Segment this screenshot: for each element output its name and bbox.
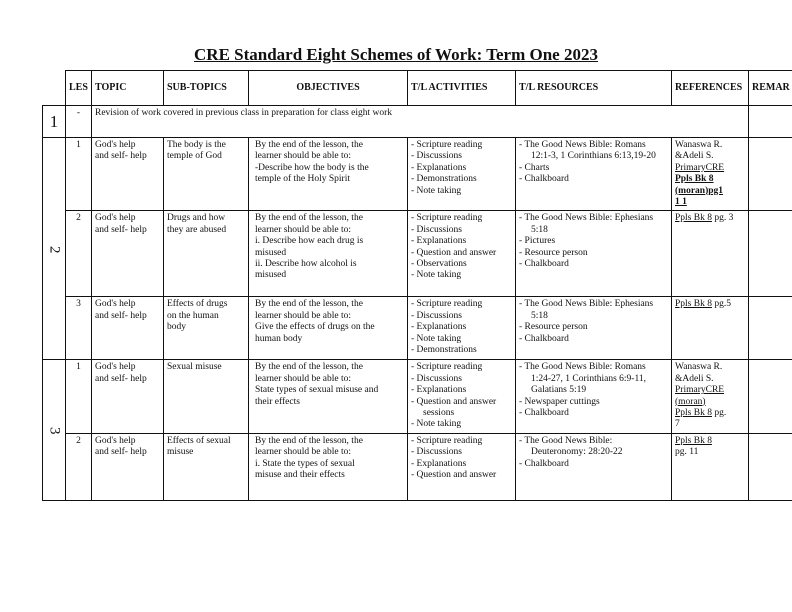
ref-page: pg. 3: [711, 213, 734, 224]
resources-cell: [516, 211, 672, 297]
lesson-number: 2: [66, 211, 92, 297]
topic-cell: God's help and self- help: [92, 433, 164, 500]
ref-book: Ppls Bk 8: [675, 408, 712, 419]
lesson-row: [43, 433, 792, 500]
lesson-number: -: [66, 106, 92, 138]
lesson-row: [43, 211, 792, 297]
topic-cell: God's help and self- help: [92, 138, 164, 211]
week-header: [43, 71, 66, 106]
resources-cell: [516, 138, 672, 211]
header-objectives: OBJECTIVES: [249, 71, 408, 106]
lesson-number: 1: [66, 138, 92, 211]
activity-item: - Discussions: [411, 151, 512, 162]
remarks-cell: [749, 211, 792, 297]
ref-page: pg.5: [711, 299, 731, 310]
resource-item: - The Good News Bible: Deuteronomy: 28:20-22: [519, 436, 668, 459]
activity-item: - Scripture reading: [411, 213, 512, 224]
resource-item: - Resource person: [519, 322, 668, 333]
activities-cell: [408, 360, 516, 433]
ref-page: pg. 11: [675, 447, 699, 458]
references-cell: [672, 297, 749, 360]
resource-item: - Charts: [519, 163, 668, 174]
activities-cell: [408, 433, 516, 500]
week-number: [43, 138, 66, 360]
activity-item: - Note taking: [411, 334, 512, 345]
ref-book: Ppls Bk 8: [675, 299, 712, 310]
ref-page: pg. 7: [675, 408, 727, 430]
activities-cell: [408, 138, 516, 211]
activities-cell: [408, 297, 516, 360]
week-number: 1: [43, 106, 66, 138]
subtopic-cell: Effects of drugs on the human body: [164, 297, 249, 360]
references-cell: [672, 211, 749, 297]
resource-item: - Resource person: [519, 248, 668, 259]
references-cell: [672, 360, 749, 433]
objectives-cell: By the end of the lesson, the learner should be able to: Give the effects of drugs on the human body: [249, 297, 408, 360]
week-number-text: 2: [46, 245, 63, 254]
header-activities: T/L ACTIVITIES: [408, 71, 516, 106]
activity-item: - Explanations: [411, 163, 512, 174]
lesson-number: 2: [66, 433, 92, 500]
revision-note: Revision of work covered in previous class in preparation for class eight work: [92, 106, 749, 138]
references-cell: [672, 138, 749, 211]
activity-item: - Question and answer: [411, 248, 512, 259]
resource-item: - Pictures: [519, 236, 668, 247]
header-resources: T/L RESOURCES: [516, 71, 672, 106]
resource-item: - Newspaper cuttings: [519, 397, 668, 408]
activity-item: - Explanations: [411, 385, 512, 396]
activity-item: - Demonstrations: [411, 345, 512, 356]
remarks-cell: [749, 360, 792, 433]
remarks-cell: [749, 138, 792, 211]
lesson-row: [43, 360, 792, 433]
references-cell: [672, 433, 749, 500]
resources-cell: [516, 297, 672, 360]
document-title: CRE Standard Eight Schemes of Work: Term One 2023: [194, 45, 598, 64]
resource-item: - Chalkboard: [519, 259, 668, 270]
activity-item: - Scripture reading: [411, 436, 512, 447]
topic-cell: God's help and self- help: [92, 360, 164, 433]
activity-item: - Scripture reading: [411, 299, 512, 310]
activity-item: - Note taking: [411, 419, 512, 430]
activity-item: - Discussions: [411, 374, 512, 385]
header-remarks: REMAR: [749, 71, 792, 106]
activity-item: - Scripture reading: [411, 140, 512, 151]
header-subtopics: SUB-TOPICS: [164, 71, 249, 106]
resource-item: - The Good News Bible: Ephesians 5:18: [519, 299, 668, 322]
objectives-cell: By the end of the lesson, the learner should be able to: i. State the types of sexual misuse and their effects: [249, 433, 408, 500]
week-1-row: [43, 106, 792, 138]
activity-item: - Discussions: [411, 225, 512, 236]
resource-item: - The Good News Bible: Ephesians 5:18: [519, 213, 668, 236]
activity-item: - Discussions: [411, 311, 512, 322]
week-number-text: 3: [46, 427, 63, 435]
schemes-table: [42, 70, 792, 501]
ref-book-bold: Ppls Bk 8 (moran)pg1 1 1: [675, 174, 724, 208]
lesson-row: [43, 138, 792, 211]
subtopic-cell: The body is the temple of God: [164, 138, 249, 211]
week-number: [43, 360, 66, 500]
ref-book: Ppls Bk 8: [675, 435, 712, 446]
subtopic-cell: Effects of sexual misuse: [164, 433, 249, 500]
ref-book: PrimaryCRE: [675, 162, 725, 173]
activity-item: - Explanations: [411, 236, 512, 247]
activity-item: - Note taking: [411, 186, 512, 197]
ref-book: PrimaryCRE (moran): [675, 385, 725, 407]
remarks-cell: [749, 433, 792, 500]
activity-item: - Question and answer sessions: [411, 397, 512, 420]
resources-cell: [516, 433, 672, 500]
subtopic-cell: Drugs and how they are abused: [164, 211, 249, 297]
objectives-cell: By the end of the lesson, the learner should be able to: i. Describe how each drug is misused ii. Describe how alcohol is misused: [249, 211, 408, 297]
lesson-number: 1: [66, 360, 92, 433]
remarks-cell: [749, 297, 792, 360]
resource-item: - Chalkboard: [519, 408, 668, 419]
header-row: [43, 71, 792, 106]
activity-item: - Explanations: [411, 322, 512, 333]
ref-authors: Wanaswa R. &Adeli S.: [675, 362, 723, 384]
resource-item: - Chalkboard: [519, 174, 668, 185]
objectives-cell: By the end of the lesson, the learner should be able to: -Describe how the body is the temple of the Holy Spirit: [249, 138, 408, 211]
resource-item: - Chalkboard: [519, 334, 668, 345]
ref-book: Ppls Bk 8: [675, 213, 712, 224]
remarks-cell: [749, 106, 792, 138]
lesson-row: [43, 297, 792, 360]
header-topic: TOPIC: [92, 71, 164, 106]
objectives-cell: By the end of the lesson, the learner should be able to: State types of sexual misuse and their effects: [249, 360, 408, 433]
ref-authors: Wanaswa R. &Adeli S.: [675, 140, 723, 162]
resource-item: - The Good News Bible: Romans 12:1-3, 1 Corinthians 6:13,19-20: [519, 140, 668, 163]
subtopic-cell: Sexual misuse: [164, 360, 249, 433]
header-references: REFERENCES: [672, 71, 749, 106]
header-les: LES: [66, 71, 92, 106]
resource-item: - Chalkboard: [519, 459, 668, 470]
activity-item: - Explanations: [411, 459, 512, 470]
resources-cell: [516, 360, 672, 433]
activity-item: - Demonstrations: [411, 174, 512, 185]
activity-item: - Discussions: [411, 447, 512, 458]
topic-cell: God's help and self- help: [92, 297, 164, 360]
activity-item: - Observations: [411, 259, 512, 270]
lesson-number: 3: [66, 297, 92, 360]
activity-item: - Question and answer: [411, 470, 512, 481]
resource-item: - The Good News Bible: Romans 1:24-27, 1 Corinthians 6:9-11, Galatians 5:19: [519, 362, 668, 396]
activities-cell: [408, 211, 516, 297]
topic-cell: God's help and self- help: [92, 211, 164, 297]
activity-item: - Note taking: [411, 270, 512, 281]
activity-item: - Scripture reading: [411, 362, 512, 373]
